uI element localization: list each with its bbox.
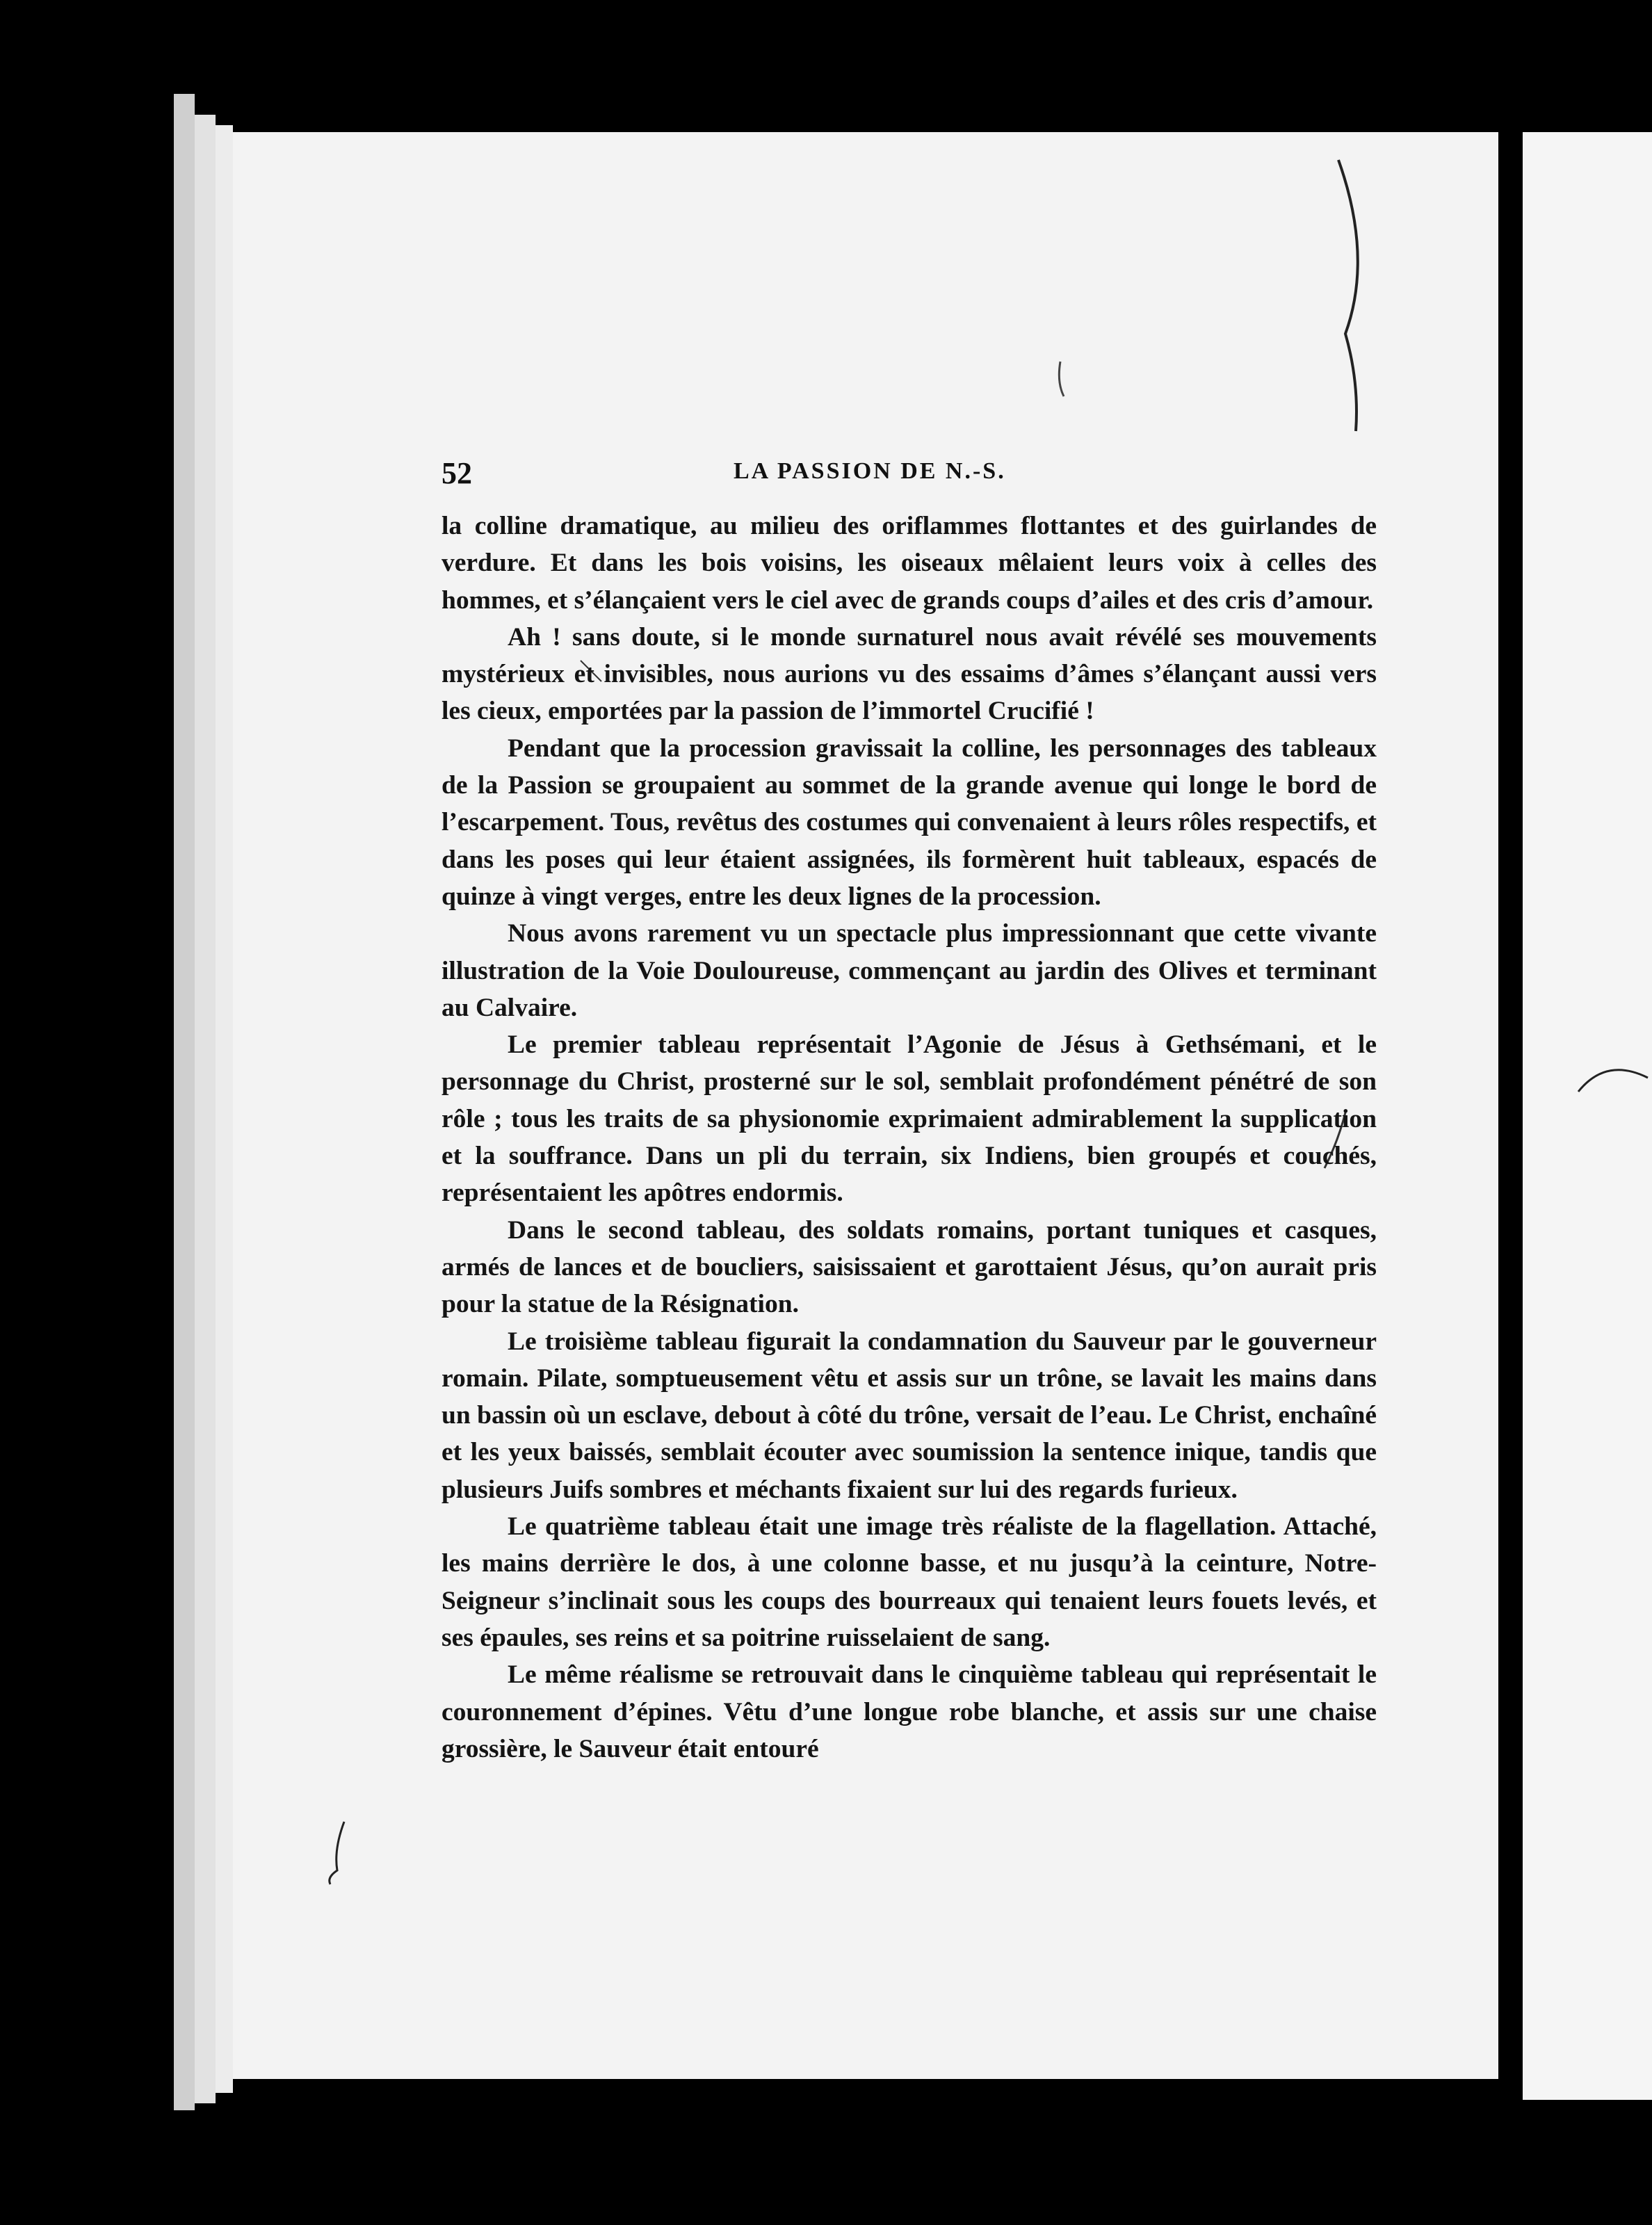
paragraph: Pendant que la procession gravissait la colline, les personnages des tableaux de la Passion se groupaient au sommet de la grande avenue qui longe le bord de l’escarpement. Tous, revêtus des costumes qui convenaient à leurs rôles respectifs, et dans les poses qui leur étaient assignées, ils formèrent huit tableaux, espacés de quinze à vingt verges, entre les deux lignes de la procession.: [442, 734, 1377, 911]
book-page: [233, 132, 1498, 2079]
page-edge: [195, 115, 216, 2103]
body-text: [442, 508, 1377, 1767]
paragraph: Le quatrième tableau était une image très réaliste de la flagellation. Attaché, les mains derrière le dos, à une colonne basse, et nu jusqu’à la ceinture, Notre-Seigneur s’inclinait sous les coups des bourreaux qui tenaient leurs fouets levés, et ses épaules, ses reins et sa poitrine ruisselaient de sang.: [442, 1512, 1377, 1652]
ink-mark: [1523, 132, 1652, 2100]
paragraph: Le même réalisme se retrouvait dans le cinquième tableau qui représentait le couronnement d’épines. Vêtu d’une longue robe blanche, et assis sur une chaise grossière, le Sauveur était entouré: [442, 1660, 1377, 1763]
page-edge: [216, 125, 233, 2093]
paragraph: Le premier tableau représentait l’Agonie de Jésus à Gethsémani, et le personnage du Christ, prosterné sur le sol, semblait profondément pénétré de son rôle ; tous les traits de sa physionomie exprimaient admirablement la supplication et la souffrance. Dans un pli du terrain, six Indiens, bien groupés et couchés, représentaient les apôtres endormis.: [442, 1030, 1377, 1208]
page-number: 52: [442, 456, 472, 490]
page-edge: [174, 94, 195, 2110]
paragraph: Le troisième tableau figurait la condamnation du Sauveur par le gouverneur romain. Pilate, somptueusement vêtu et assis sur un trône, se lavait les mains dans un bassin où un esclave, debout à côté du trône, versait de l’eau. Le Christ, enchaîné et les yeux baissés, semblait écouter avec soumission la sentence inique, tandis que plusieurs Juifs sombres et méchants fixaient sur lui des regards furieux.: [442, 1327, 1377, 1504]
running-title: LA PASSION DE N.-S.: [734, 458, 1006, 484]
paragraph: Ah ! sans doute, si le monde surnaturel nous avait révélé ses mouvements mystérieux et invisibles, nous aurions vu des essaims d’âmes s’élançant aussi vers les cieux, emportées par la passion de l’immortel Crucifié !: [442, 622, 1377, 726]
running-head: [233, 455, 1498, 497]
facing-page-strip: [1523, 132, 1652, 2100]
paragraph: Nous avons rarement vu un spectacle plus impressionnant que cette vivante illustration de la Voie Douloureuse, commençant au jardin des Olives et terminant au Calvaire.: [442, 919, 1377, 1022]
paragraph: la colline dramatique, au milieu des oriflammes flottantes et des guirlandes de verdure. Et dans les bois voisins, les oiseaux mêlaient leurs voix à celles des hommes, et s’élançaient vers le ciel avec de grands coups d’ailes et des cris d’amour.: [442, 512, 1377, 615]
paragraph: Dans le second tableau, des soldats romains, portant tuniques et casques, armés de lances et de boucliers, saisissaient et garottaient Jésus, qu’on aurait pris pour la statue de la Résignation.: [442, 1215, 1377, 1319]
